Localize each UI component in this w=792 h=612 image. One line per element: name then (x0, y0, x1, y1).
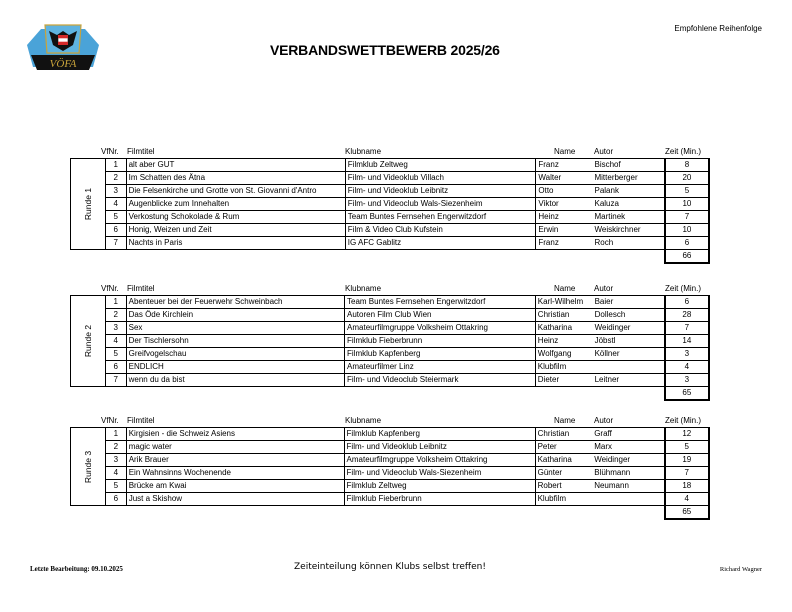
column-header-zeit: Zeit (Min.) (665, 284, 701, 293)
column-header-klubname: Klubname (345, 416, 382, 425)
time-cell: 5 (665, 185, 709, 198)
club-cell: Amateurfilmer Linz (345, 361, 536, 374)
column-header-autor: Autor (594, 416, 614, 425)
time-cell: 7 (665, 467, 709, 480)
table-row (71, 322, 710, 335)
time-cell: 3 (665, 348, 709, 361)
name-cell: Otto (536, 185, 593, 198)
vfnr-cell: 5 (105, 211, 126, 224)
name-cell: Robert (535, 480, 592, 493)
time-cell: 4 (665, 493, 709, 506)
table-row (71, 467, 710, 480)
table-row (71, 224, 710, 237)
name-cell: Günter (535, 467, 592, 480)
vfnr-cell: 4 (105, 335, 126, 348)
vfnr-cell: 3 (105, 454, 126, 467)
table-row (71, 480, 710, 493)
round-label-cell (71, 428, 106, 506)
column-header-autor: Autor (594, 147, 614, 156)
table-row (71, 309, 710, 322)
vfnr-cell: 6 (105, 224, 126, 237)
column-header-filmtitel: Filmtitel (127, 416, 155, 425)
club-cell: Film & Video Club Kufstein (345, 224, 536, 237)
table-row (71, 361, 710, 374)
round-label-cell (71, 159, 106, 250)
club-cell: Film- und Videoclub Steiermark (345, 374, 536, 387)
name-cell: Walter (536, 172, 593, 185)
column-header-klubname: Klubname (345, 147, 382, 156)
author-cell: Dollesch (593, 309, 665, 322)
time-cell: 14 (665, 335, 709, 348)
film-title-cell: Das Öde Kirchlein (126, 309, 344, 322)
table-row (71, 348, 710, 361)
club-cell: Film- und Videoklub Leibnitz (344, 441, 535, 454)
time-cell: 7 (665, 322, 709, 335)
name-cell: Peter (535, 441, 592, 454)
round-table (70, 295, 710, 401)
column-header-nr: VfNr. (101, 147, 119, 156)
last-edit: Letzte Bearbeitung: 09.10.2025 (30, 565, 123, 573)
table-row (71, 237, 710, 250)
table-row (71, 374, 710, 387)
film-title-cell: Arik Brauer (126, 454, 344, 467)
vfnr-cell: 3 (105, 322, 126, 335)
name-cell: Klubfilm (535, 361, 592, 374)
total-time-cell: 66 (665, 250, 709, 264)
film-title-cell: alt aber GUT (126, 159, 345, 172)
time-cell: 20 (665, 172, 709, 185)
round-table (70, 158, 710, 264)
author-cell: Roch (592, 237, 664, 250)
author-cell: Kaluza (592, 198, 664, 211)
club-cell: Filmklub Zeltweg (344, 480, 535, 493)
club-cell: Filmklub Fieberbrunn (344, 493, 535, 506)
name-cell: Wolfgang (535, 348, 592, 361)
film-title-cell: magic water (126, 441, 344, 454)
column-header-zeit: Zeit (Min.) (665, 416, 701, 425)
column-header-filmtitel: Filmtitel (127, 284, 155, 293)
round-block (70, 147, 710, 264)
table-row (71, 296, 710, 309)
name-cell: Christian (535, 309, 592, 322)
time-cell: 5 (665, 441, 709, 454)
name-cell: Franz (536, 237, 593, 250)
author-cell: Blühmann (592, 467, 664, 480)
film-title-cell: Sex (126, 322, 344, 335)
vofa-logo (27, 23, 99, 72)
column-header-nr: VfNr. (101, 284, 119, 293)
round-label: Runde 2 (82, 324, 93, 358)
time-cell: 8 (665, 159, 709, 172)
author-cell: Weidinger (592, 454, 664, 467)
round-table (70, 427, 710, 520)
vfnr-cell: 3 (105, 185, 126, 198)
time-cell: 6 (665, 296, 709, 309)
vfnr-cell: 2 (105, 172, 126, 185)
name-cell: Viktor (536, 198, 593, 211)
film-title-cell: Abenteuer bei der Feuerwehr Schweinbach (126, 296, 344, 309)
column-header-name: Name (554, 284, 576, 293)
club-cell: Filmklub Zeltweg (345, 159, 536, 172)
total-row (71, 250, 710, 264)
column-header-row (70, 147, 710, 158)
total-row (71, 506, 710, 520)
vfnr-cell: 5 (105, 348, 126, 361)
author-cell: Palank (592, 185, 664, 198)
film-title-cell: Der Tischlersohn (126, 335, 344, 348)
author-cell: Leitner (593, 374, 665, 387)
column-header-filmtitel: Filmtitel (127, 147, 155, 156)
club-cell: Team Buntes Fernsehen Engerwitzdorf (345, 296, 536, 309)
recommendation-note: Empfohlene Reihenfolge (674, 24, 762, 33)
name-cell: Heinz (536, 211, 593, 224)
author-cell: Marx (592, 441, 664, 454)
author-cell: Weiskirchner (592, 224, 664, 237)
film-title-cell: Greifvogelschau (126, 348, 344, 361)
round-label-cell (71, 296, 106, 387)
vfnr-cell: 6 (105, 361, 126, 374)
column-header-klubname: Klubname (345, 284, 382, 293)
club-cell: Filmklub Kapfenberg (345, 348, 536, 361)
film-title-cell: wenn du da bist (126, 374, 344, 387)
film-title-cell: Honig, Weizen und Zeit (126, 224, 345, 237)
vfnr-cell: 1 (105, 296, 126, 309)
logo-text: VÖFA (49, 58, 77, 70)
name-cell: Dieter (535, 374, 592, 387)
vfnr-cell: 5 (105, 480, 126, 493)
round-label: Runde 1 (82, 187, 93, 221)
vfnr-cell: 1 (105, 159, 126, 172)
vfnr-cell: 7 (105, 374, 126, 387)
footer-author: Richard Wagner (719, 566, 762, 573)
author-cell: Neumann (592, 480, 664, 493)
time-cell: 28 (665, 309, 709, 322)
club-cell: Film- und Videoclub Wals-Siezenheim (345, 198, 536, 211)
vfnr-cell: 2 (105, 441, 126, 454)
author-cell: Bischof (592, 159, 664, 172)
page-title: VERBANDSWETTBEWERB 2025/26 (270, 42, 500, 58)
name-cell: Erwin (536, 224, 593, 237)
column-header-name: Name (554, 147, 576, 156)
film-title-cell: Brücke am Kwai (126, 480, 344, 493)
club-cell: IG AFC Gablitz (345, 237, 536, 250)
author-cell: Graff (592, 428, 664, 441)
column-header-row (70, 284, 710, 295)
vfnr-cell: 4 (105, 198, 126, 211)
time-cell: 10 (665, 198, 709, 211)
table-row (71, 172, 710, 185)
time-cell: 7 (665, 211, 709, 224)
film-title-cell: ENDLICH (126, 361, 344, 374)
club-cell: Team Buntes Fernsehen Engerwitzdorf (345, 211, 536, 224)
footer-note: Zeiteinteilung können Klubs selbst treffen! (294, 562, 486, 572)
total-row (71, 387, 710, 401)
film-title-cell: Im Schatten des Ätna (126, 172, 345, 185)
name-cell: Karl-Wilhelm (535, 296, 592, 309)
table-row (71, 335, 710, 348)
author-cell (592, 493, 664, 506)
film-title-cell: Die Felsenkirche und Grotte von St. Giovanni d'Antro (126, 185, 345, 198)
round-block (70, 416, 710, 520)
name-cell: Klubfilm (535, 493, 592, 506)
time-cell: 19 (665, 454, 709, 467)
vfnr-cell: 7 (105, 237, 126, 250)
author-cell: Weidinger (593, 322, 665, 335)
round-block (70, 284, 710, 401)
table-row (71, 198, 710, 211)
club-cell: Film- und Videoclub Wals-Siezenheim (344, 467, 535, 480)
film-title-cell: Verkostung Schokolade & Rum (126, 211, 345, 224)
name-cell: Heinz (535, 335, 592, 348)
time-cell: 6 (665, 237, 709, 250)
club-cell: Filmklub Kapfenberg (344, 428, 535, 441)
table-row (71, 454, 710, 467)
total-time-cell: 65 (665, 506, 709, 520)
time-cell: 12 (665, 428, 709, 441)
name-cell: Katharina (535, 322, 592, 335)
vfnr-cell: 1 (105, 428, 126, 441)
club-cell: Amateurfilmgruppe Volksheim Ottakring (345, 322, 536, 335)
name-cell: Katharina (535, 454, 592, 467)
author-cell: Jöbstl (593, 335, 665, 348)
vfnr-cell: 4 (105, 467, 126, 480)
film-title-cell: Ein Wahnsinns Wochenende (126, 467, 344, 480)
total-time-cell: 65 (665, 387, 709, 401)
club-cell: Autoren Film Club Wien (345, 309, 536, 322)
table-row (71, 493, 710, 506)
name-cell: Franz (536, 159, 593, 172)
column-header-name: Name (554, 416, 576, 425)
film-title-cell: Augenblicke zum Innehalten (126, 198, 345, 211)
author-cell: Martinek (592, 211, 664, 224)
author-cell: Mitterberger (592, 172, 664, 185)
time-cell: 18 (665, 480, 709, 493)
film-title-cell: Just a Skishow (126, 493, 344, 506)
time-cell: 4 (665, 361, 709, 374)
film-title-cell: Kirgisien - die Schweiz Asiens (126, 428, 344, 441)
table-row (71, 185, 710, 198)
author-cell: Köllner (593, 348, 665, 361)
table-row (71, 211, 710, 224)
table-row (71, 428, 710, 441)
club-cell: Film- und Videoklub Villach (345, 172, 536, 185)
vfnr-cell: 6 (105, 493, 126, 506)
column-header-zeit: Zeit (Min.) (665, 147, 701, 156)
vfnr-cell: 2 (105, 309, 126, 322)
time-cell: 10 (665, 224, 709, 237)
table-row (71, 441, 710, 454)
author-cell: Baier (593, 296, 665, 309)
club-cell: Film- und Videoklub Leibnitz (345, 185, 536, 198)
time-cell: 3 (665, 374, 709, 387)
table-row (71, 159, 710, 172)
column-header-nr: VfNr. (101, 416, 119, 425)
name-cell: Christian (535, 428, 592, 441)
club-cell: Filmklub Fieberbrunn (345, 335, 536, 348)
film-title-cell: Nachts in Paris (126, 237, 345, 250)
column-header-autor: Autor (594, 284, 614, 293)
author-cell (593, 361, 665, 374)
club-cell: Amateurfilmgruppe Volksheim Ottakring (344, 454, 535, 467)
column-header-row (70, 416, 710, 427)
round-label: Runde 3 (82, 450, 93, 483)
